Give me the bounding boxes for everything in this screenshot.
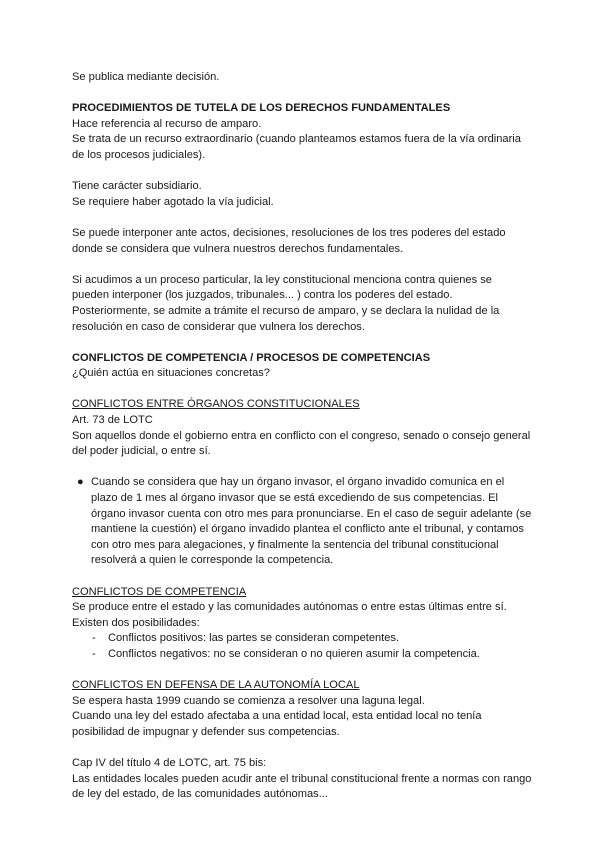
bullet-icon: ● xyxy=(77,476,84,489)
section-heading-conflictos: CONFLICTOS DE COMPETENCIA / PROCESOS DE COMPETENCIAS xyxy=(72,351,431,364)
paragraph: Se espera hasta 1999 cuando se comienza a resolver una laguna legal. xyxy=(72,694,425,707)
list-item-text: Cuando se considera que hay un órgano invasor, el órgano invadido comunica en el plazo de 1 mes al órgano invasor que se está excediendo de sus competencias. El órgano invasor cuenta con otro mes para pronunciarse. En el caso de seguir adelante (se mantiene la cuestión) el órgano invadido plantea el conflicto ante el tribunal, y contamos con otro mes para alegaciones, y finalmente la sentencia del tribunal constitucional resolverá a quien le corresponde la competencia. xyxy=(91,476,532,567)
section-heading-tutela: PROCEDIMIENTOS DE TUTELA DE LOS DERECHOS FUNDAMENTALES xyxy=(72,102,451,115)
spacer xyxy=(72,210,532,226)
document-page xyxy=(72,70,532,803)
spacer xyxy=(72,663,532,679)
paragraph: Son aquellos donde el gobierno entra en conflicto con el congreso, senado o consejo general del poder judicial, o entre sí. xyxy=(72,429,531,458)
spacer xyxy=(72,335,532,351)
spacer xyxy=(72,164,532,180)
intro-line: Se publica mediante decisión. xyxy=(72,71,220,83)
paragraph: Las entidades locales pueden acudir ante el tribunal constitucional frente a normas con rango de ley del estado, de las comunidades autónomas... xyxy=(72,772,532,801)
paragraph: Cuando una ley del estado afectaba a una entidad local, esta entidad local no tenía posibilidad de impugnar y defender sus competencias. xyxy=(72,710,482,738)
paragraph: Se produce entre el estado y las comunidades autónomas o entre estas últimas entre sí. xyxy=(72,601,507,614)
spacer xyxy=(72,460,532,476)
legal-reference: Art. 73 de LOTC xyxy=(72,414,153,427)
paragraph: Existen dos posibilidades: xyxy=(72,616,200,629)
bullet-list xyxy=(72,475,532,569)
list-item xyxy=(72,475,532,569)
paragraph: Si acudimos a un proceso particular, la ley constitucional menciona contra quienes se pueden interponer (los juzgados, tribunales... ) contra los poderes del estado. Posteriormente, se admite a trámite el recurso de amparo, y se declara la nulidad de la resolución en caso de considerar que vulnera los derechos. xyxy=(72,273,500,333)
subsection-title-competencia: CONFLICTOS DE COMPETENCIA xyxy=(72,585,247,598)
spacer xyxy=(72,741,532,757)
list-item xyxy=(72,631,532,647)
paragraph: Se puede interponer ante actos, decisiones, resoluciones de los tres poderes del estado donde se considera que vulnera nuestros derechos fundamentales. xyxy=(72,226,506,255)
dash-icon: - xyxy=(92,647,96,660)
dash-icon: - xyxy=(92,632,96,645)
subsection-title-autonomia-local: CONFLICTOS EN DEFENSA DE LA AUTONOMÍA LOCAL xyxy=(72,679,360,692)
paragraph: Se requiere haber agotado la vía judicial. xyxy=(72,195,274,208)
paragraph: Hace referencia al recurso de amparo. xyxy=(72,117,262,130)
list-item xyxy=(72,647,532,663)
spacer xyxy=(72,86,532,102)
legal-reference: Cap IV del título 4 de LOTC, art. 75 bis: xyxy=(72,757,267,770)
paragraph: Tiene carácter subsidiario. xyxy=(72,180,202,193)
paragraph: Se trata de un recurso extraordinario (cuando planteamos estamos fuera de la vía ordinaria de los procesos judiciales). xyxy=(72,133,521,161)
subsection-title-organos: CONFLICTOS ENTRE ÓRGANOS CONSTITUCIONALES xyxy=(72,398,360,411)
spacer xyxy=(72,382,532,398)
spacer xyxy=(72,257,532,273)
list-item-text: Conflictos negativos: no se consideran o no quieren asumir la competencia. xyxy=(108,647,480,660)
section-subtitle: ¿Quién actúa en situaciones concretas? xyxy=(72,367,270,380)
spacer xyxy=(72,569,532,585)
dash-list xyxy=(72,631,532,662)
list-item-text: Conflictos positivos: las partes se consideran competentes. xyxy=(108,632,400,645)
